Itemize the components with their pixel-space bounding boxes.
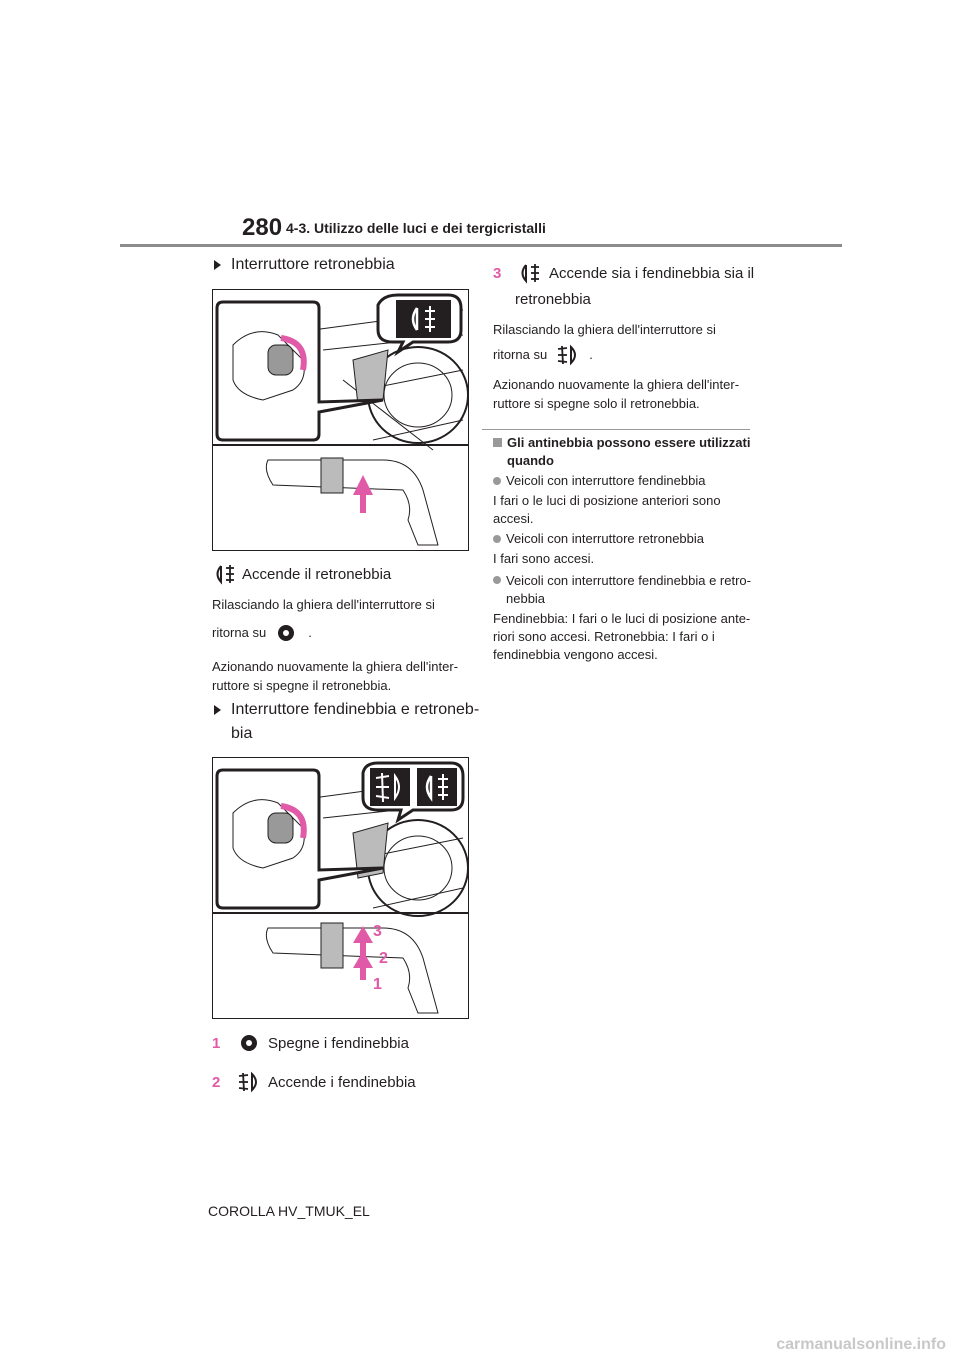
dot-bullet-icon <box>493 477 501 485</box>
caption-text: Accende il retronebbia <box>242 565 392 583</box>
text-return-to: ritorna su <box>212 625 267 640</box>
heading-text-line2: bia <box>231 725 253 742</box>
item-1-fog-off <box>212 1032 409 1054</box>
item-3-both-fog-on <box>493 262 754 284</box>
header-rule <box>120 244 842 247</box>
bullet-item-3 <box>493 572 755 664</box>
item-number: 3 <box>493 264 502 282</box>
item-number: 2 <box>212 1073 221 1091</box>
watermark: carmanualsonline.info <box>776 1336 946 1353</box>
paragraph-rotate-again-1: Azionando nuovamente la ghiera dell'inter- <box>212 659 459 674</box>
note-heading-line1: Gli antinebbia possono essere utilizzati <box>507 435 751 450</box>
fig-label-3: 3 <box>373 923 382 940</box>
bullet-title: Veicoli con interruttore fendinebbia e retro-nebbia <box>506 573 751 606</box>
footer-model: COROLLA HV_TMUK_EL <box>208 1203 370 1219</box>
bullet-item-1 <box>493 472 755 528</box>
item-3-text-line2: retronebbia <box>515 291 591 308</box>
paragraph-rotate-again-4: ruttore si spegne solo il retronebbia. <box>493 396 700 411</box>
note-heading <box>493 434 763 470</box>
heading-front-rear-fog-switch <box>212 701 479 743</box>
bullet-title: Veicoli con interruttore fendinebbia <box>506 473 706 488</box>
paragraph-return-to <box>212 622 312 644</box>
item-number: 1 <box>212 1034 221 1052</box>
heading-text-line1: Interruttore fendinebbia e retroneb- <box>231 701 480 718</box>
dot-bullet-icon <box>493 576 501 584</box>
bullet-item-2 <box>493 530 755 568</box>
item-text: Spegne i fendinebbia <box>268 1034 409 1052</box>
bullet-body: I fari sono accesi. <box>493 551 595 566</box>
item-2-front-fog-on <box>212 1071 416 1093</box>
caption-rear-fog-on <box>212 563 391 585</box>
item-text-line1: Accende sia i fendinebbia sia il <box>549 264 755 282</box>
note-separator <box>482 429 750 430</box>
period: . <box>308 625 312 640</box>
arrow-bullet-icon <box>214 705 221 715</box>
front-fog-icon <box>236 1071 262 1093</box>
bullet-body: I fari o le luci di posizione anteriori sono accesi. <box>493 493 721 526</box>
fog-off-icon <box>236 1032 262 1054</box>
fog-off-icon <box>274 622 298 644</box>
heading-text: Interruttore retronebbia <box>231 256 395 273</box>
paragraph-rotate-again-3: Azionando nuovamente la ghiera dell'inter- <box>493 377 740 392</box>
figure-rear-fog-switch <box>212 289 469 551</box>
rear-fog-switch-illustration <box>213 290 468 550</box>
front-rear-fog-switch-illustration <box>213 758 468 1018</box>
front-fog-icon <box>555 344 581 366</box>
heading-rear-fog-switch <box>212 256 395 274</box>
rear-fog-icon <box>212 563 238 585</box>
arrow-bullet-icon <box>214 260 221 270</box>
period: . <box>589 347 593 362</box>
fig-label-2: 2 <box>379 950 388 967</box>
bullet-body: Fendinebbia: I fari o le luci di posizione ante-riori sono accesi. Retronebbia: I fari o i fendinebbia vengono accesi. <box>493 611 751 662</box>
note-heading-line2: quando <box>507 453 554 468</box>
rear-fog-icon <box>517 262 543 284</box>
fig-label-1: 1 <box>373 976 382 993</box>
dot-bullet-icon <box>493 535 501 543</box>
page-number: 280 <box>242 214 283 241</box>
paragraph-return-to-2 <box>493 344 593 366</box>
bullet-title: Veicoli con interruttore retronebbia <box>506 531 705 546</box>
section-title: 4-3. Utilizzo delle luci e dei tergicristalli <box>286 220 546 236</box>
paragraph-release-ring-2: Rilasciando la ghiera dell'interruttore si <box>493 322 716 337</box>
paragraph-rotate-again-2: ruttore si spegne il retronebbia. <box>212 678 392 693</box>
text-return-to: ritorna su <box>493 347 548 362</box>
item-text: Accende i fendinebbia <box>268 1073 416 1091</box>
figure-front-rear-fog-switch <box>212 757 469 1019</box>
square-bullet-icon <box>493 438 502 447</box>
paragraph-release-ring: Rilasciando la ghiera dell'interruttore si <box>212 597 435 612</box>
